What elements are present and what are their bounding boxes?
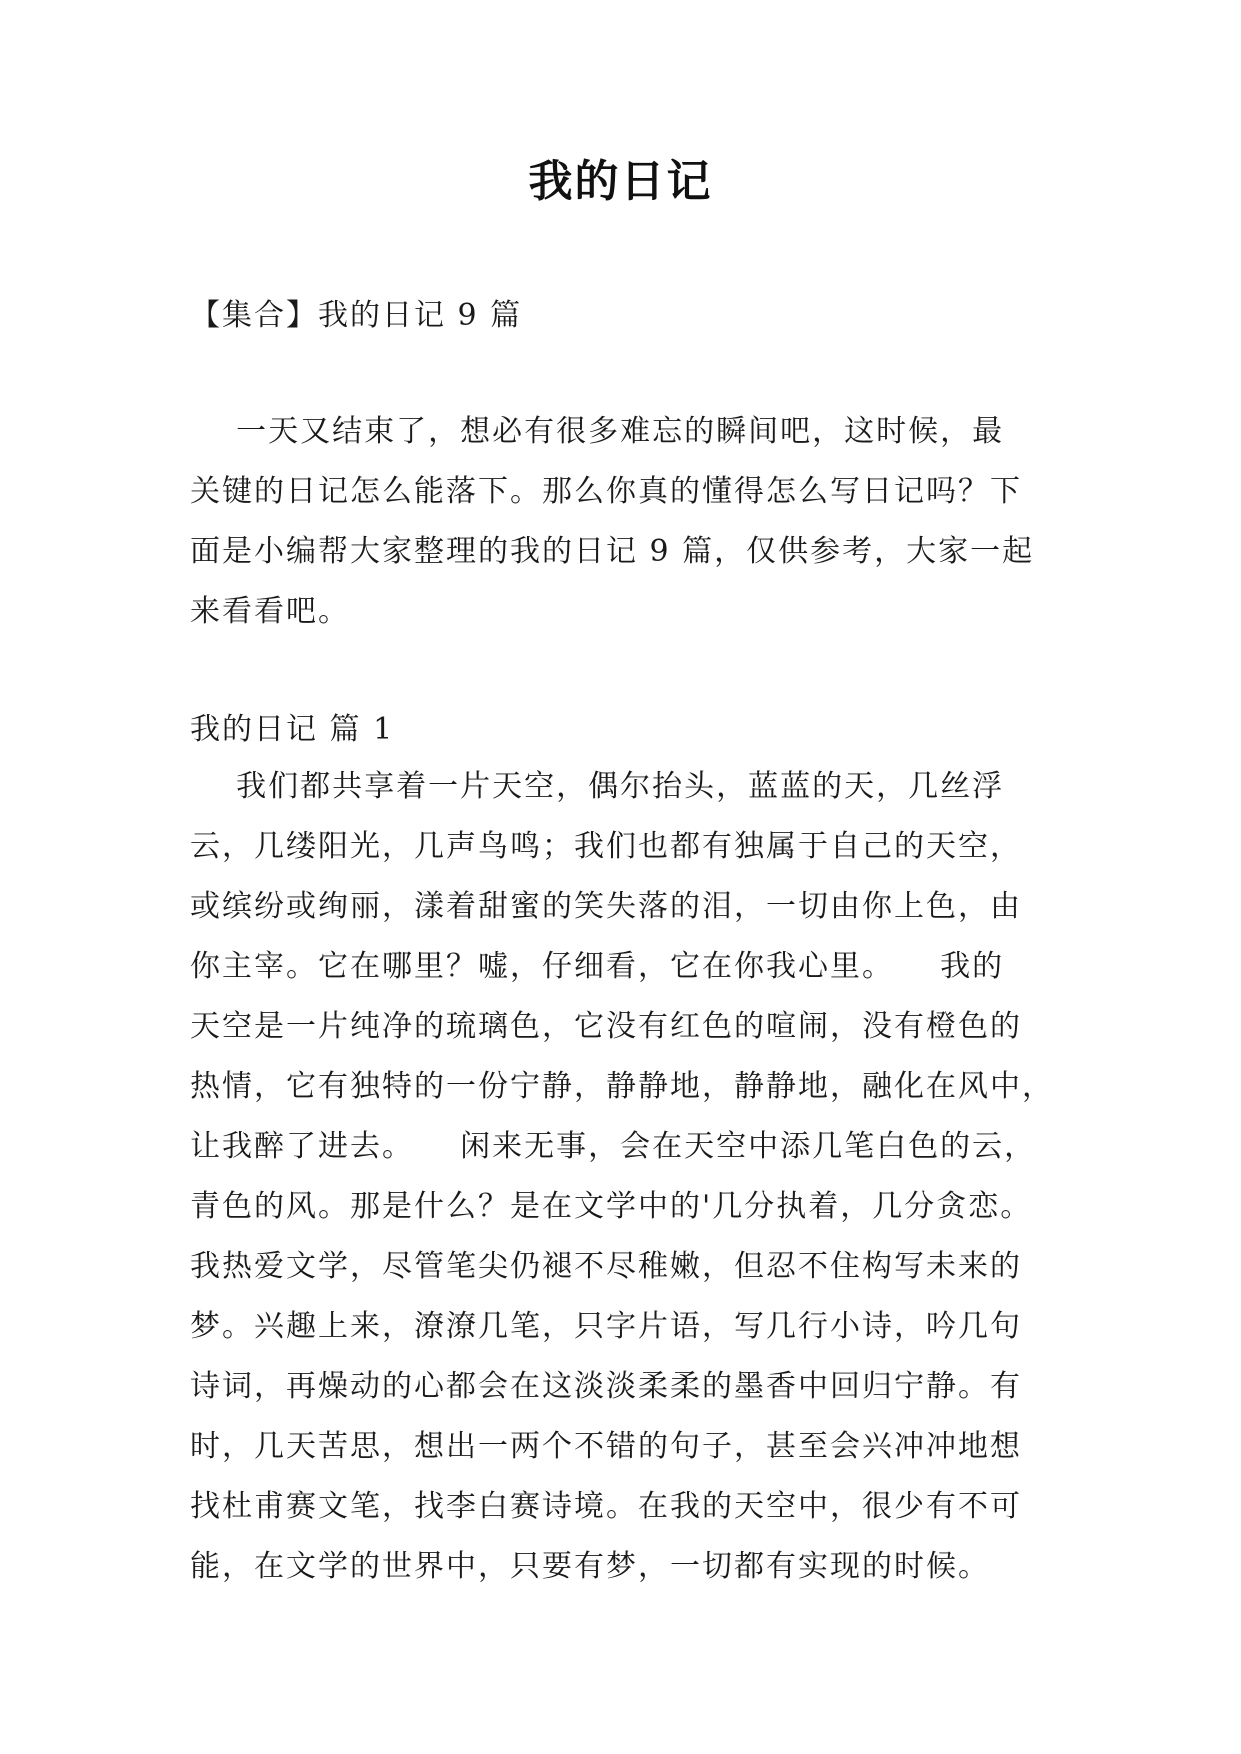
entry-line: 云，几缕阳光，几声鸟鸣；我们也都有独属于自己的天空， — [190, 829, 1022, 864]
entry-line: 你主宰。它在哪里？嘘，仔细看，它在你我心里。 我的 — [190, 949, 1005, 984]
section-heading: 我的日记 篇 1 — [190, 712, 395, 747]
entry-line: 诗词，再燥动的心都会在这淡淡柔柔的墨香中回归宁静。有 — [190, 1369, 1022, 1404]
intro-line: 来看看吧。 — [190, 594, 350, 629]
entry-line: 青色的风。那是什么？是在文学中的'几分执着，几分贪恋。 — [190, 1189, 1033, 1224]
entry-line: 我热爱文学，尽管笔尖仍褪不尽稚嫩，但忍不住构写未来的 — [190, 1249, 1022, 1284]
intro-line: 一天又结束了，想必有很多难忘的瞬间吧，这时候，最 — [190, 414, 1005, 449]
entry-line: 或缤纷或绚丽，漾着甜蜜的笑失落的泪，一切由你上色，由 — [190, 889, 1022, 924]
entry-line: 找杜甫赛文笔，找李白赛诗境。在我的天空中，很少有不可 — [190, 1489, 1022, 1524]
intro-paragraph — [190, 402, 1060, 642]
entry-line: 天空是一片纯净的琉璃色，它没有红色的喧闹，没有橙色的 — [190, 1009, 1022, 1044]
entry-line: 能，在文学的世界中，只要有梦，一切都有实现的时候。 — [190, 1549, 990, 1584]
page-title: 我的日记 — [528, 156, 713, 207]
intro-line: 面是小编帮大家整理的我的日记 9 篇，仅供参考，大家一起 — [190, 534, 1035, 569]
entry-line: 时，几天苦思，想出一两个不错的句子，甚至会兴冲冲地想 — [190, 1429, 1022, 1464]
document-subtitle: 【集合】我的日记 9 篇 — [190, 298, 523, 333]
entry-paragraph — [190, 757, 1060, 1597]
entry-line: 我们都共享着一片天空，偶尔抬头，蓝蓝的天，几丝浮 — [190, 769, 1005, 804]
entry-line: 热情，它有独特的一份宁静，静静地，静静地，融化在风中， — [190, 1069, 1054, 1104]
entry-line: 让我醉了进去。 闲来无事，会在天空中添几笔白色的云， — [190, 1129, 1037, 1164]
entry-line: 梦。兴趣上来，潦潦几笔，只字片语，写几行小诗，吟几句 — [190, 1309, 1022, 1344]
intro-line: 关键的日记怎么能落下。那么你真的懂得怎么写日记吗？下 — [190, 474, 1022, 509]
